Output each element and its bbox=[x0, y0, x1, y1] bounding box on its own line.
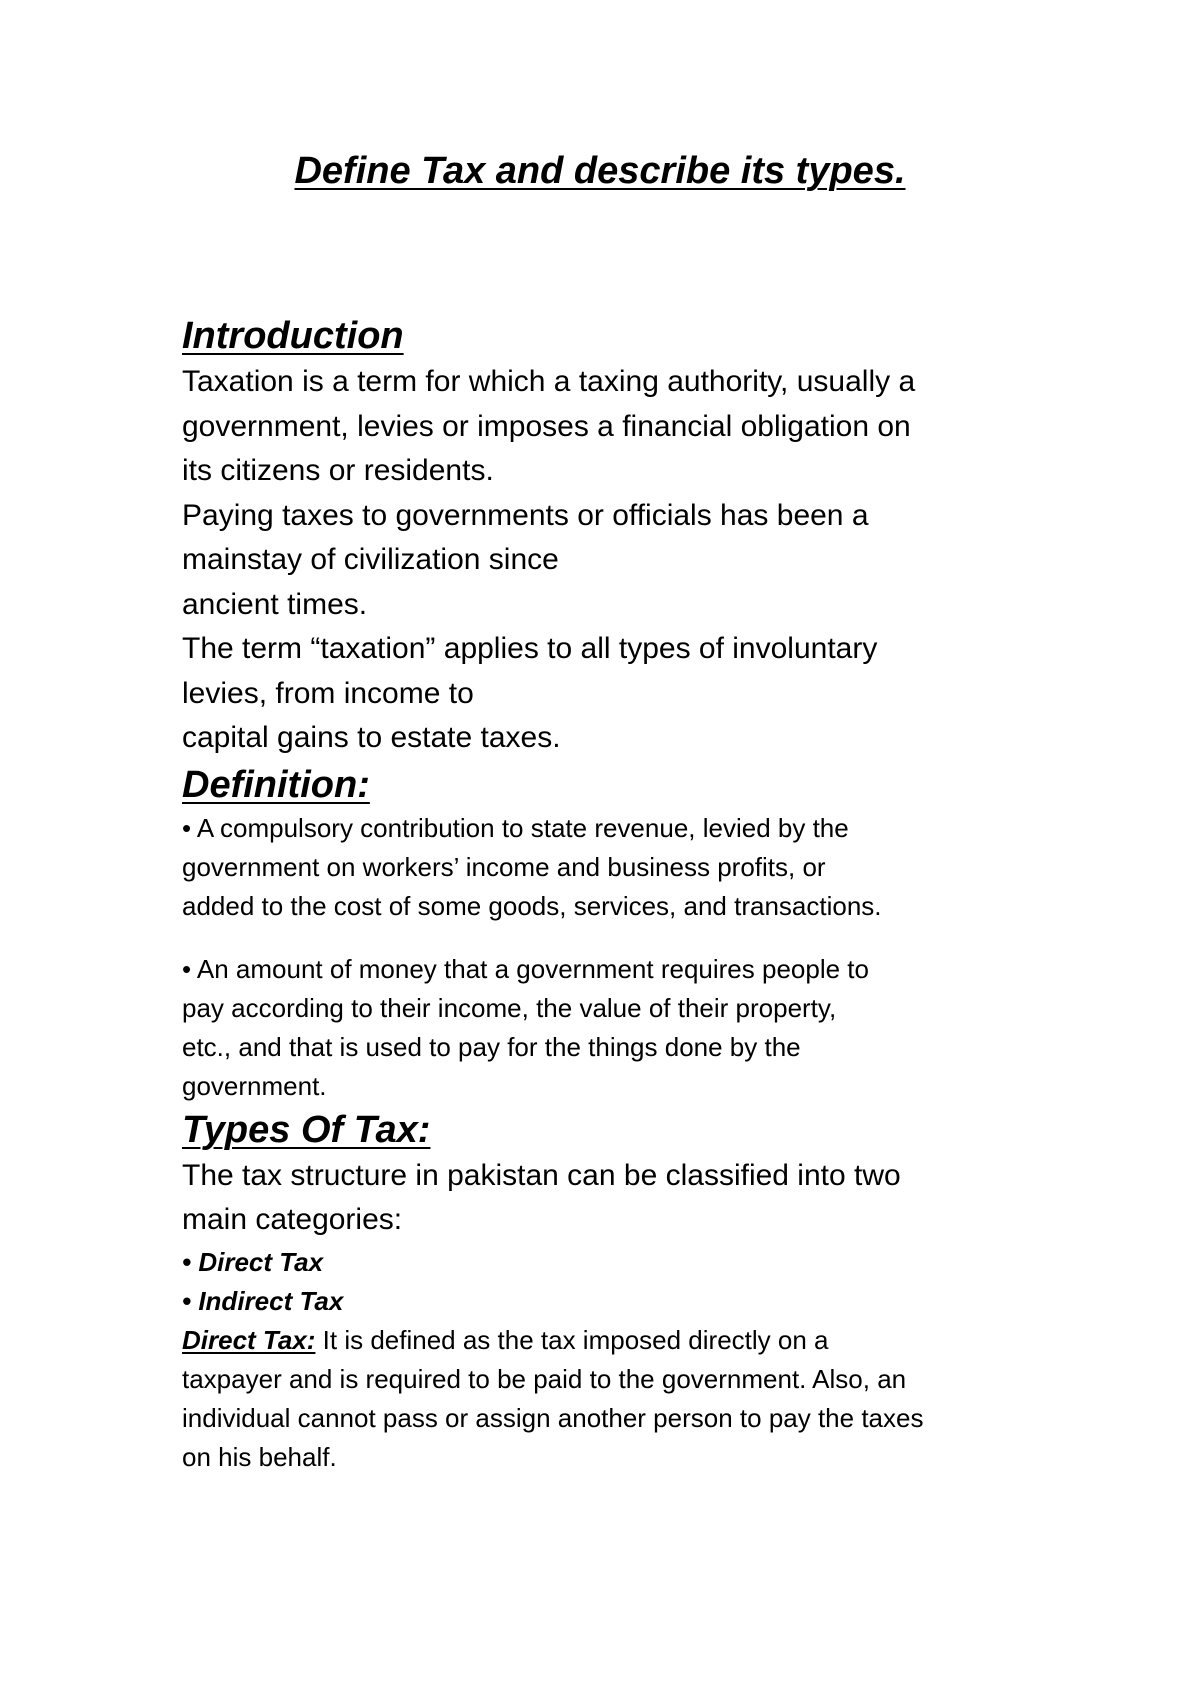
intro-line: Paying taxes to governments or officials has been a bbox=[182, 498, 869, 532]
definition-line: added to the cost of some goods, services, and transactions. bbox=[182, 890, 882, 921]
intro-line: its citizens or residents. bbox=[182, 454, 494, 487]
paragraph-gap bbox=[182, 926, 1042, 950]
definition-point-1 bbox=[182, 809, 1042, 926]
direct-tax-line: on his behalf. bbox=[182, 1441, 337, 1472]
definition-line: • A compulsory contribution to state revenue, levied by the bbox=[182, 812, 849, 843]
introduction-section bbox=[182, 312, 1042, 761]
definition-heading: Definition: bbox=[182, 763, 370, 806]
definition-line: government on workers’ income and business profits, or bbox=[182, 851, 826, 882]
definition-line: etc., and that is used to pay for the things done by the bbox=[182, 1031, 801, 1062]
direct-tax-paragraph bbox=[182, 1321, 1042, 1360]
intro-line: capital gains to estate taxes. bbox=[182, 721, 561, 754]
page-title: Define Tax and describe its types. bbox=[294, 150, 906, 192]
introduction-heading: Introduction bbox=[182, 315, 404, 357]
intro-line: Taxation is a term for which a taxing authority, usually a bbox=[182, 365, 916, 398]
direct-tax-line: individual cannot pass or assign another person to pay the taxes bbox=[182, 1402, 924, 1433]
direct-tax-line: It is defined as the tax imposed directly on a bbox=[322, 1324, 829, 1355]
intro-line: levies, from income to bbox=[182, 676, 474, 710]
intro-line: government, levies or imposes a financial obligation on bbox=[182, 409, 911, 443]
direct-tax-label: Direct Tax: bbox=[182, 1324, 316, 1355]
definition-line: government. bbox=[182, 1070, 327, 1101]
intro-line: The term “taxation” applies to all types of involuntary bbox=[182, 632, 878, 665]
definition-line: pay according to their income, the value of their property, bbox=[182, 992, 837, 1023]
types-intro-line: The tax structure in pakistan can be classified into two bbox=[182, 1158, 901, 1192]
types-heading: Types Of Tax: bbox=[182, 1108, 431, 1151]
type-bullet-indirect: • Indirect Tax bbox=[182, 1285, 344, 1316]
direct-tax-line: taxpayer and is required to be paid to the government. Also, an bbox=[182, 1363, 907, 1394]
definition-line: • An amount of money that a government requires people to bbox=[182, 953, 869, 984]
types-intro-line: main categories: bbox=[182, 1203, 403, 1236]
definition-point-2 bbox=[182, 950, 1042, 1106]
document-body bbox=[182, 312, 1042, 1477]
definition-section bbox=[182, 761, 1042, 1106]
intro-line: ancient times. bbox=[182, 587, 368, 621]
type-bullet-direct: • Direct Tax bbox=[182, 1246, 324, 1277]
types-section bbox=[182, 1106, 1042, 1477]
intro-line: mainstay of civilization since bbox=[182, 543, 559, 576]
